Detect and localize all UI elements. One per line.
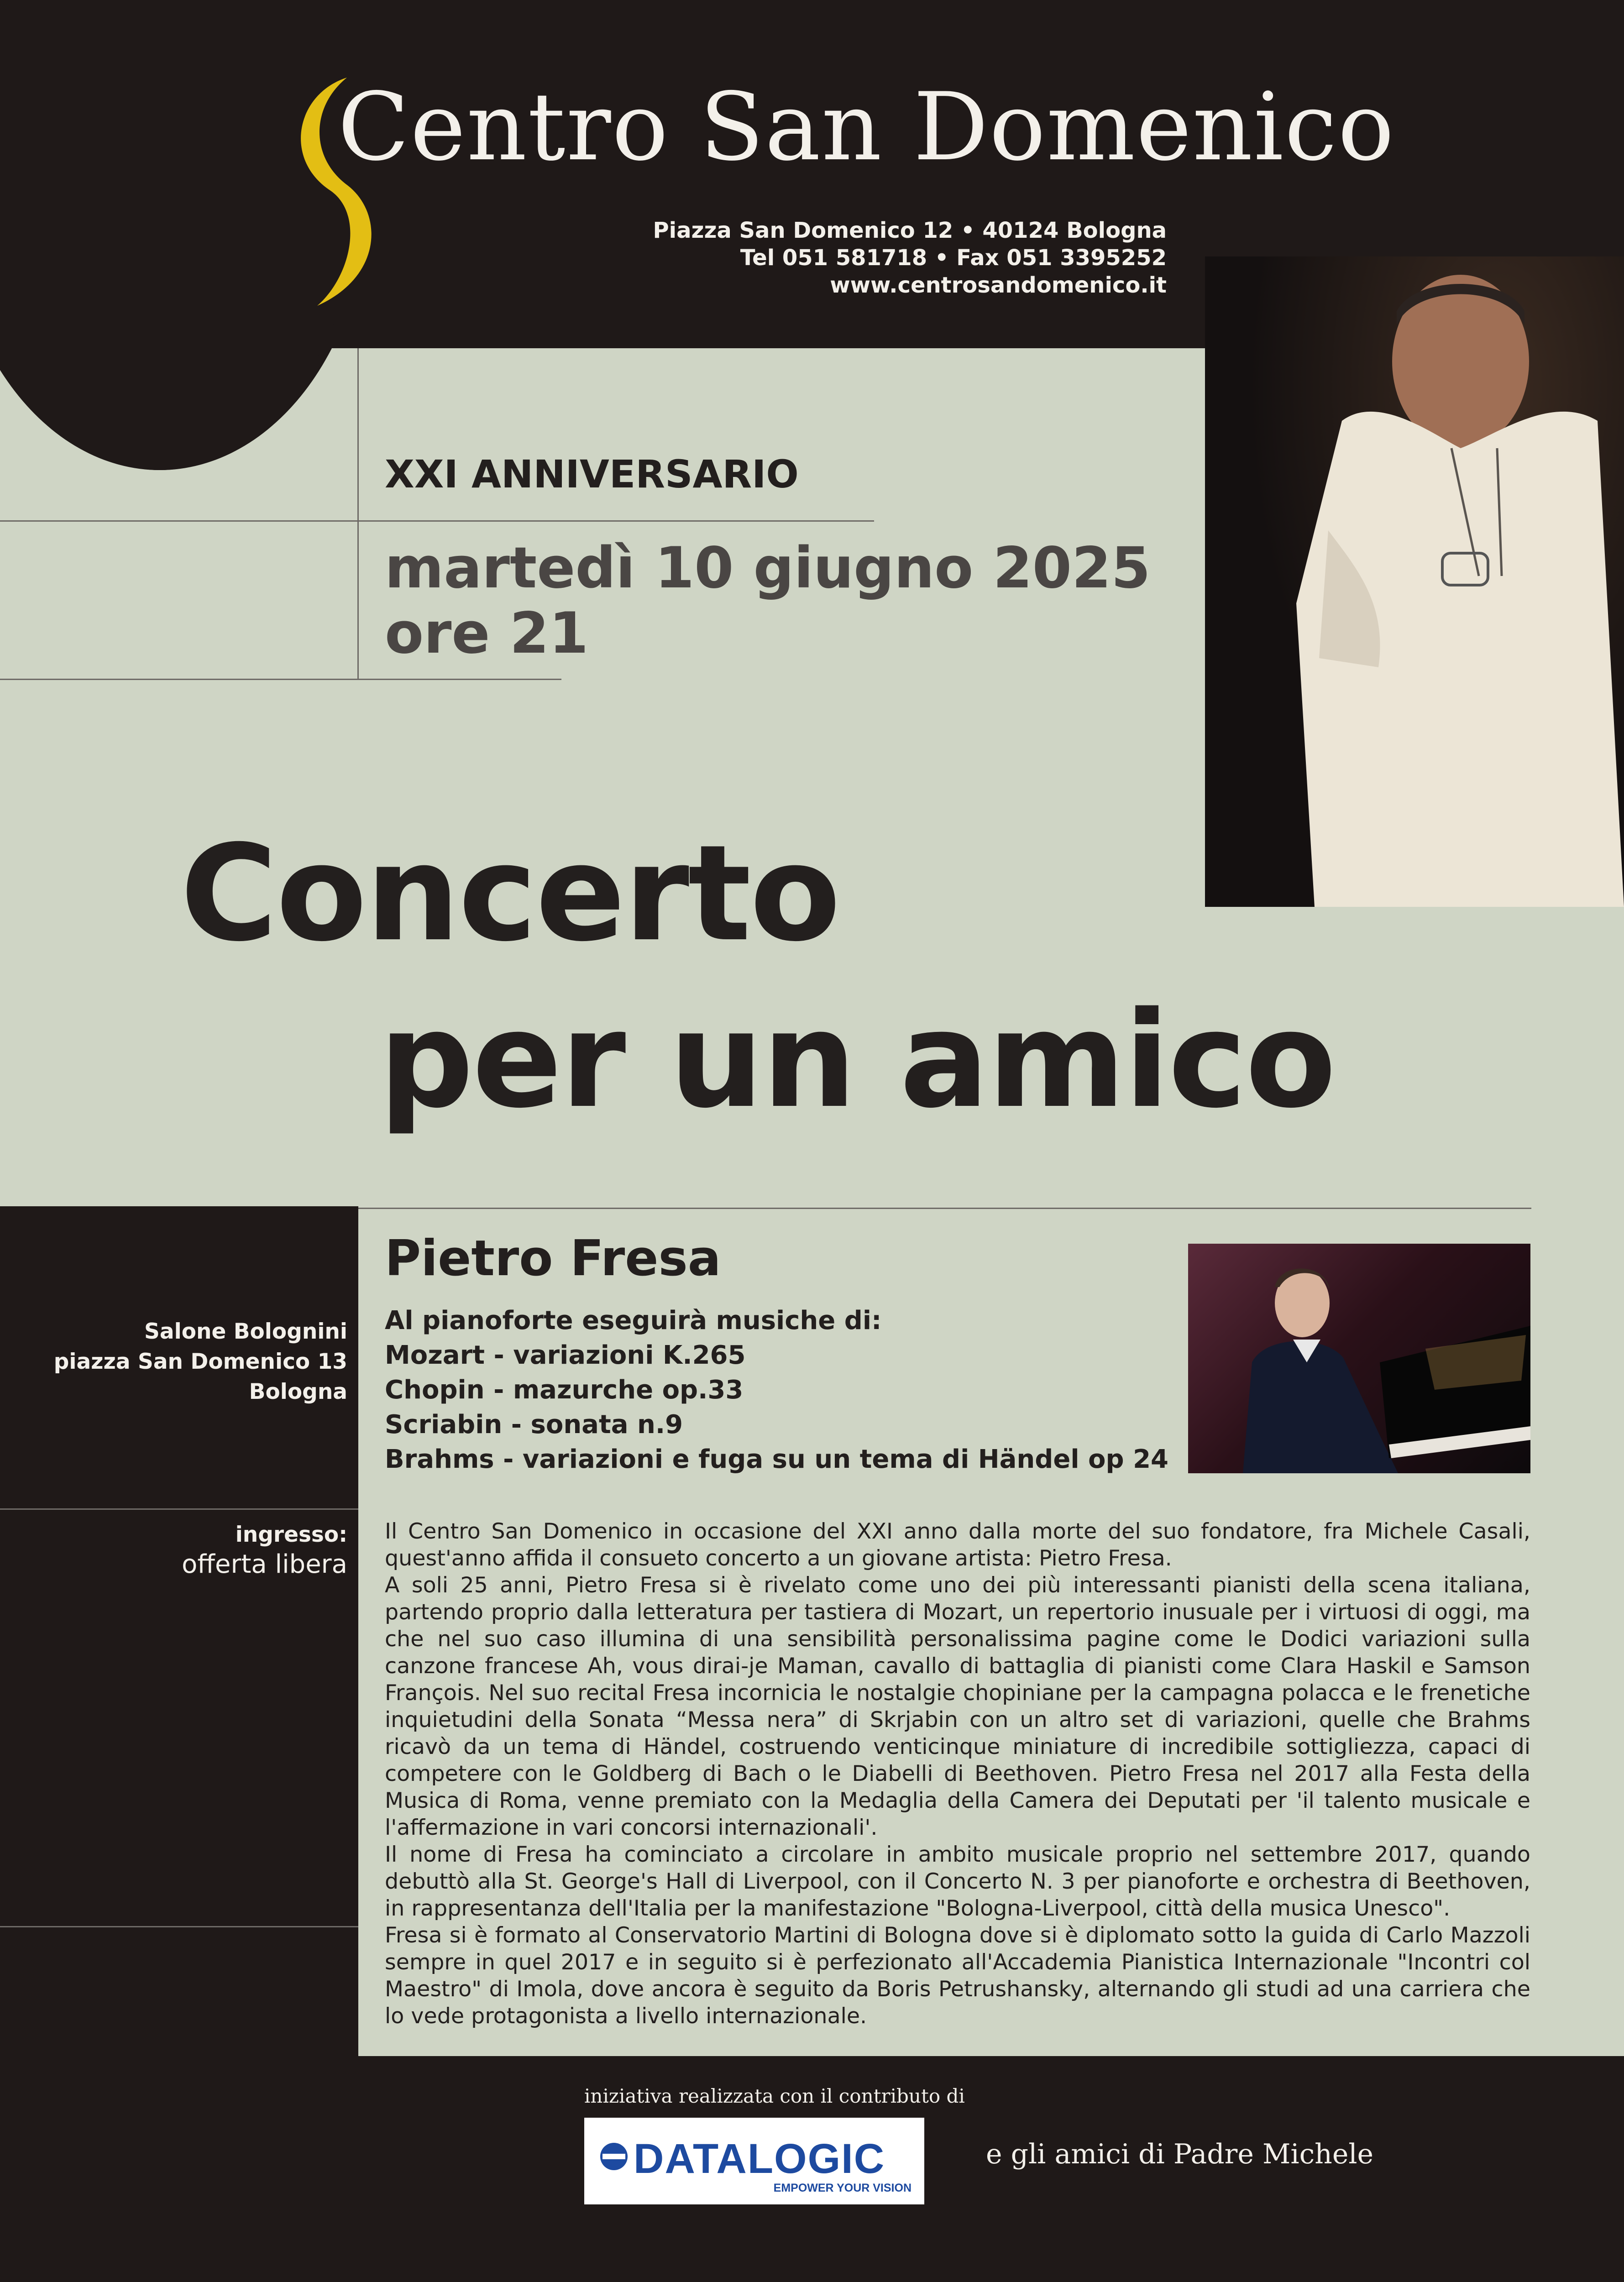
program-item: Scriabin - sonata n.9 — [385, 1410, 683, 1439]
program-list — [385, 1303, 1168, 1477]
vertical-divider — [357, 348, 359, 679]
artist-name: Pietro Fresa — [385, 1230, 721, 1287]
program-item: Mozart - variazioni K.265 — [385, 1340, 746, 1370]
contribution-note: iniziativa realizzata con il contributo di — [584, 2085, 965, 2107]
address-phone: Tel 051 581718 • Fax 051 3395252 — [740, 245, 1167, 271]
title-line-1: Concerto — [180, 817, 839, 971]
datalogic-name: DATALOGIC — [634, 2135, 885, 2182]
body-paragraph: Il Centro San Domenico in occasione del XXI anno dalla morte del suo fondatore, fra Michele Casali, quest'anno affida il consueto concerto a un giovane artista: Pietro Fresa. — [385, 1519, 1530, 1571]
founder-photo — [1205, 256, 1624, 907]
pianist-photo — [1188, 1244, 1530, 1473]
program-item: Chopin - mazurche op.33 — [385, 1375, 744, 1405]
event-time: ore 21 — [385, 601, 589, 666]
program-item: Brahms - variazioni e fuga su un tema di Händel op 24 — [385, 1445, 1169, 1474]
divider-program — [358, 1208, 1531, 1209]
entry-value: offerta libera — [182, 1549, 347, 1579]
divider-left-entry — [0, 1508, 358, 1510]
body-paragraph: Il nome di Fresa ha cominciato a circolare in ambito musicale proprio nel settembre 2017, quando debuttò alla St. George's Hall di Liverpool, con il Concerto N. 3 per pianoforte e orchestra di Beethoven, in rappresentanza dell'Italia per la manifestazione "Bologna-Liverpool, città della musica Unesco". — [385, 1842, 1530, 1921]
venue-name: Salone Bolognini — [144, 1319, 347, 1344]
datalogic-mark-icon — [598, 2141, 630, 2172]
anniversary-label: XXI ANNIVERSARIO — [385, 452, 799, 497]
divider-left-bottom — [0, 1926, 358, 1927]
divider-anniversary — [0, 520, 874, 522]
center-title: Centro San Domenico — [338, 73, 1395, 182]
address-website[interactable]: www.centrosandomenico.it — [830, 272, 1167, 298]
venue-address: piazza San Domenico 13 — [53, 1349, 347, 1374]
entry-label: ingresso: — [235, 1522, 347, 1547]
venue-block — [54, 1317, 347, 1407]
body-paragraph: A soli 25 anni, Pietro Fresa si è rivelato come uno dei più interessanti pianisti della scena italiana, partendo proprio dalla letteratura per tastiera di Mozart, un repertorio inusuale per i virtuosi di oggi, ma che nel suo caso illumina di una sensibilità personalissima pagine come le Dodici variazioni sulla canzone francese Ah, vous dirai-je Maman, cavallo di battaglia di pianisti come Clara Haskil e Samson François. Nel suo recital Fresa incornicia le nostalgie chopiniane per la campagna polacca e le frenetiche inquietudini della Sonata “Messa nera” di Skrjabin con un altro set di variazioni, quelle che Brahms ricavò da un tema di Händel, costruendo venticinque miniature di incredibile sottigliezza, capaci di competere con le Goldberg di Bach o le Diabelli di Beethoven. Pietro Fresa nel 2017 alla Festa della Musica di Roma, venne premiato con la Medaglia della Camera dei Deputati per 'il talento musicale e l'affermazione in vari concorsi internazionali'. — [385, 1573, 1530, 1840]
body-paragraph: Fresa si è formato al Conservatorio Martini di Bologna dove si è diplomato sotto la guida di Carlo Mazzoli sempre in quel 2017 e in seguito si è perfezionato all'Accademia Pianistica Internazionale "Incontri col Maestro" di Imola, dove ancora è seguito da Boris Petrushansky, alternando gli studi ad una carriera che lo vede protagonista a livello internazionale. — [385, 1923, 1530, 2029]
title-line-2: per un amico — [379, 984, 1335, 1137]
friends-note: e gli amici di Padre Michele — [986, 2138, 1374, 2170]
address-street: Piazza San Domenico 12 • 40124 Bologna — [653, 218, 1167, 243]
address-block — [653, 217, 1167, 299]
body-text — [385, 1518, 1530, 2030]
datalogic-logo — [584, 2118, 924, 2204]
program-intro: Al pianoforte eseguirà musiche di: — [385, 1306, 882, 1335]
datalogic-tagline: EMPOWER YOUR VISION — [773, 2182, 912, 2194]
venue-city: Bologna — [249, 1379, 347, 1404]
divider-date — [0, 679, 561, 680]
event-date: martedì 10 giugno 2025 — [385, 535, 1151, 601]
